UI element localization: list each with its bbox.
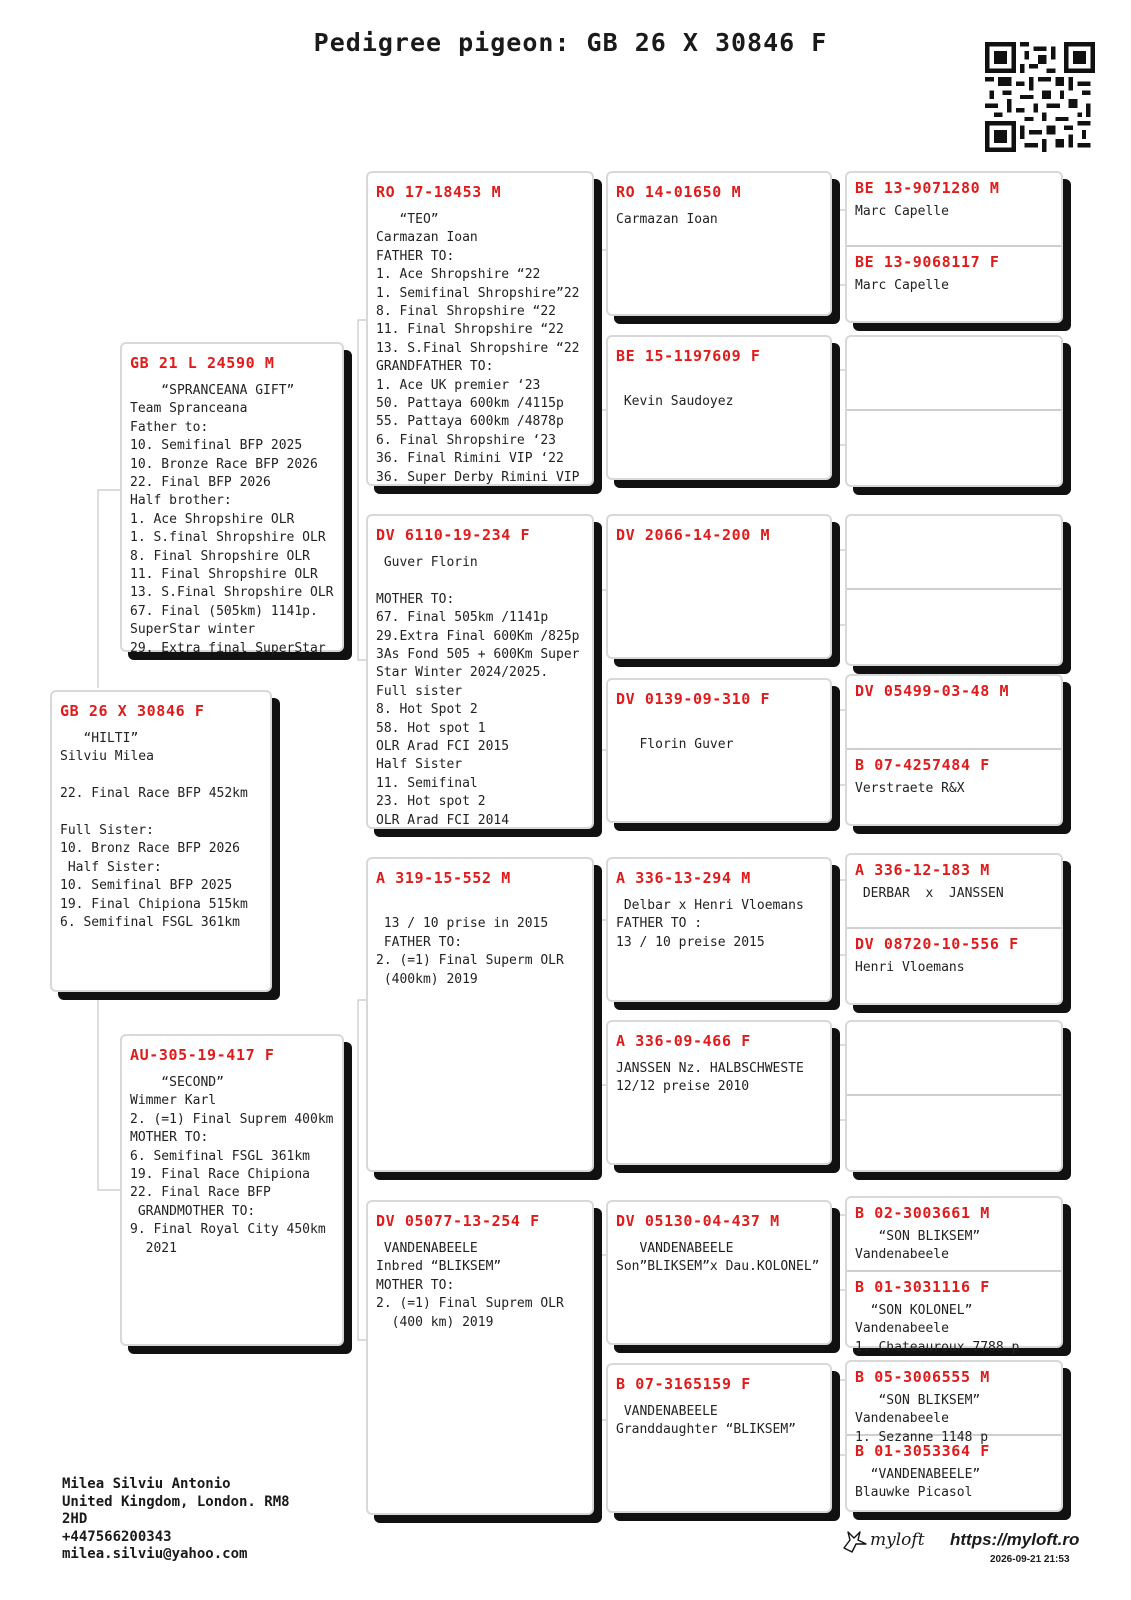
gen4-box-3: [845, 514, 1063, 666]
ring-number: DV 08720-10-556 F: [855, 935, 1019, 953]
ring-number: B 02-3003661 M: [855, 1204, 990, 1222]
pigeon-details: Marc Capelle: [855, 278, 949, 293]
ring-number: B 01-3031116 F: [855, 1278, 990, 1296]
ring-number: A 336-12-183 M: [855, 861, 990, 879]
gen3-card-8[interactable]: [606, 1363, 832, 1513]
granddam-paternal-card[interactable]: [366, 514, 594, 829]
print-timestamp: 2026-09-21 21:53: [990, 1554, 1070, 1565]
pigeon-details: VANDENABEELE Granddaughter “BLIKSEM”: [616, 1404, 797, 1438]
dam-card[interactable]: [120, 1034, 344, 1346]
owner-info: [62, 1476, 290, 1564]
ring-number: B 07-3165159 F: [616, 1375, 751, 1393]
pigeon-details: JANSSEN Nz. HALBSCHWESTE 12/12 preise 2010: [616, 1061, 804, 1095]
grandsire-paternal-card[interactable]: [366, 171, 594, 486]
pigeon-details: Kevin Saudoyez: [623, 394, 734, 410]
owner-phone: +447566200343: [62, 1528, 172, 1545]
gen4-card-15[interactable]: [847, 1362, 1061, 1445]
pigeon-details: VANDENABEELE Inbred “BLIKSEM” MOTHER TO: 2. (=1) Final Suprem OLR (400 km) 2019: [376, 1241, 564, 1330]
gen3-card-2[interactable]: [606, 335, 832, 480]
gen3-card-3[interactable]: [606, 514, 832, 659]
owner-name: Milea Silviu Antonio: [62, 1476, 231, 1492]
gen4-card-5[interactable]: [847, 516, 1061, 590]
gen4-card-4[interactable]: [847, 411, 1061, 485]
gen4-card-10[interactable]: [847, 929, 1061, 1003]
pigeon-details: Carmazan Ioan: [616, 212, 718, 227]
pigeon-details: “TEO” Carmazan Ioan FATHER TO: 1. Ace Shropshire “22 1. Semifinal Shropshire”22 8. Final Shropshire “22 11. Final Shropshire “22 13. S.Final Shropshire “22 GRANDFATHER TO: 1. Ace UK premier ‘23 50. Pattaya 600km /4115p 55. Pattaya 600km /4878p 6. Final Shropshire ‘23 36. Final Rimini VIP ‘22 36. Super Derby Rimini VIP: [376, 212, 580, 485]
gen4-card-12[interactable]: [847, 1096, 1061, 1170]
pigeon-details: Verstraete R&X: [855, 781, 965, 796]
pigeon-details: Florin Guver: [639, 737, 734, 753]
owner-email[interactable]: milea.silviu@yahoo.com: [62, 1546, 248, 1562]
pigeon-details: “SON BLIKSEM” Vandenabeele: [855, 1229, 981, 1263]
gen4-box-5: [845, 853, 1063, 1005]
ring-number: A 336-13-294 M: [616, 869, 751, 887]
ring-number: RO 14-01650 M: [616, 183, 742, 201]
gen4-card-16[interactable]: [847, 1436, 1061, 1510]
ring-number: BE 15-1197609 F: [616, 347, 761, 365]
ring-number: BE 13-9071280 M: [855, 179, 1000, 197]
gen3-card-4[interactable]: [606, 678, 832, 823]
owner-address-line-1: United Kingdom, London. RM8: [62, 1493, 290, 1510]
pigeon-details: 13 / 10 prise in 2015 FATHER TO: 2. (=1) Final Superm OLR (400km) 2019: [376, 916, 564, 987]
gen4-card-1[interactable]: [847, 173, 1061, 247]
ring-number: GB 21 L 24590 M: [130, 354, 275, 372]
ring-number: DV 05130-04-437 M: [616, 1212, 780, 1230]
brand-url-link[interactable]: https://myloft.ro: [950, 1530, 1080, 1549]
ring-number: DV 05499-03-48 M: [855, 682, 1010, 700]
brand-name: myloft: [870, 1530, 925, 1550]
gen4-card-6[interactable]: [847, 590, 1061, 664]
gen4-box-1: [845, 171, 1063, 323]
gen3-card-7[interactable]: [606, 1200, 832, 1345]
gen3-card-1[interactable]: [606, 171, 832, 316]
gen4-card-13[interactable]: [847, 1198, 1061, 1272]
gen4-box-7: [845, 1196, 1063, 1355]
gen3-card-5[interactable]: [606, 857, 832, 1002]
gen4-box-8: [845, 1360, 1063, 1512]
pigeon-details: “SECOND” Wimmer Karl 2. (=1) Final Suprem 400km MOTHER TO: 6. Semifinal FSGL 361km 19. Final Race Chipiona 22. Final Race BFP GRANDMOTHER TO: 9. Final Royal City 450km 2021: [130, 1075, 334, 1256]
gen4-card-8[interactable]: [847, 750, 1061, 824]
brand-footer: [840, 1530, 1090, 1570]
ring-number: RO 17-18453 M: [376, 183, 502, 201]
gen4-card-14[interactable]: [847, 1272, 1061, 1355]
ring-number: GB 26 X 30846 F: [60, 702, 205, 720]
sire-card[interactable]: [120, 342, 344, 656]
ring-number: DV 2066-14-200 M: [616, 526, 771, 544]
pigeon-details: VANDENABEELE Son”BLIKSEM”x Dau.KOLONEL”: [616, 1241, 820, 1275]
qr-code[interactable]: [985, 42, 1095, 152]
pigeon-details: “SON KOLONEL” Vandenabeele 1. Chateauroux 7788 p: [855, 1303, 1020, 1355]
gen4-box-4: [845, 674, 1063, 826]
pigeon-details: “SON BLIKSEM” Vandenabeele 1. Sezanne 1148 p: [855, 1393, 989, 1445]
owner-address-line-2: 2HD: [62, 1511, 88, 1527]
page-title: Pedigree pigeon: GB 26 X 30846 F: [313, 28, 828, 57]
ring-number: B 07-4257484 F: [855, 756, 990, 774]
pigeon-details: Henri Vloemans: [855, 960, 965, 975]
granddam-maternal-card[interactable]: [366, 1200, 594, 1515]
ring-number: A 319-15-552 M: [376, 869, 511, 887]
pigeon-details: DERBAR x JANSSEN: [855, 886, 1004, 901]
ring-number: AU-305-19-417 F: [130, 1046, 275, 1064]
grandsire-maternal-card[interactable]: [366, 857, 594, 1172]
ring-number: B 01-3053364 F: [855, 1442, 990, 1460]
gen4-box-2: [845, 335, 1063, 487]
pigeon-logo-icon: [840, 1526, 870, 1556]
gen4-box-6: [845, 1020, 1063, 1172]
ring-number: A 336-09-466 F: [616, 1032, 751, 1050]
pigeon-details: “SPRANCEANA GIFT” Team Spranceana Father to: 10. Semifinal BFP 2025 10. Bronze Race BFP 2026 22. Final BFP 2026 Half brother: 1. Ace Shropshire OLR 1. S.final Shropshire OLR 8. Final Shropshire OLR 11. Final Shropshire OLR 13. S.Final Shropshire OLR 67. Final (505km) 1141p. SuperStar winter 29. Extra final SuperStar: [130, 383, 334, 656]
ring-number: DV 05077-13-254 F: [376, 1212, 540, 1230]
pigeon-details: Delbar x Henri Vloemans FATHER TO : 13 / 10 preise 2015: [616, 898, 804, 950]
gen3-card-6[interactable]: [606, 1020, 832, 1165]
ring-number: B 05-3006555 M: [855, 1368, 990, 1386]
pigeon-details: Marc Capelle: [855, 204, 949, 219]
pigeon-details: “VANDENABEELE” Blauwke Picasol: [855, 1467, 981, 1501]
subject-card[interactable]: [50, 690, 272, 992]
gen4-card-2[interactable]: [847, 247, 1061, 321]
ring-number: DV 0139-09-310 F: [616, 690, 771, 708]
gen4-card-11[interactable]: [847, 1022, 1061, 1096]
gen4-card-9[interactable]: [847, 855, 1061, 929]
ring-number: DV 6110-19-234 F: [376, 526, 531, 544]
pigeon-details: “HILTI” Silviu Milea 22. Final Race BFP 452km Full Sister: 10. Bronz Race BFP 2026 Half Sister: 10. Semifinal BFP 2025 19. Final Chipiona 515km 6. Semifinal FSGL 361km: [60, 731, 248, 931]
gen4-card-7[interactable]: [847, 676, 1061, 750]
ring-number: BE 13-9068117 F: [855, 253, 1000, 271]
gen4-card-3[interactable]: [847, 337, 1061, 411]
pigeon-details: Guver Florin MOTHER TO: 67. Final 505km /1141p 29.Extra Final 600Km /825p 3As Fond 505 + 600Km Super Star Winter 2024/2025. Full sister 8. Hot Spot 2 58. Hot spot 1 OLR Arad FCI 2015 Half Sister 11. Semifinal 23. Hot spot 2 OLR Arad FCI 2014: [376, 555, 580, 828]
